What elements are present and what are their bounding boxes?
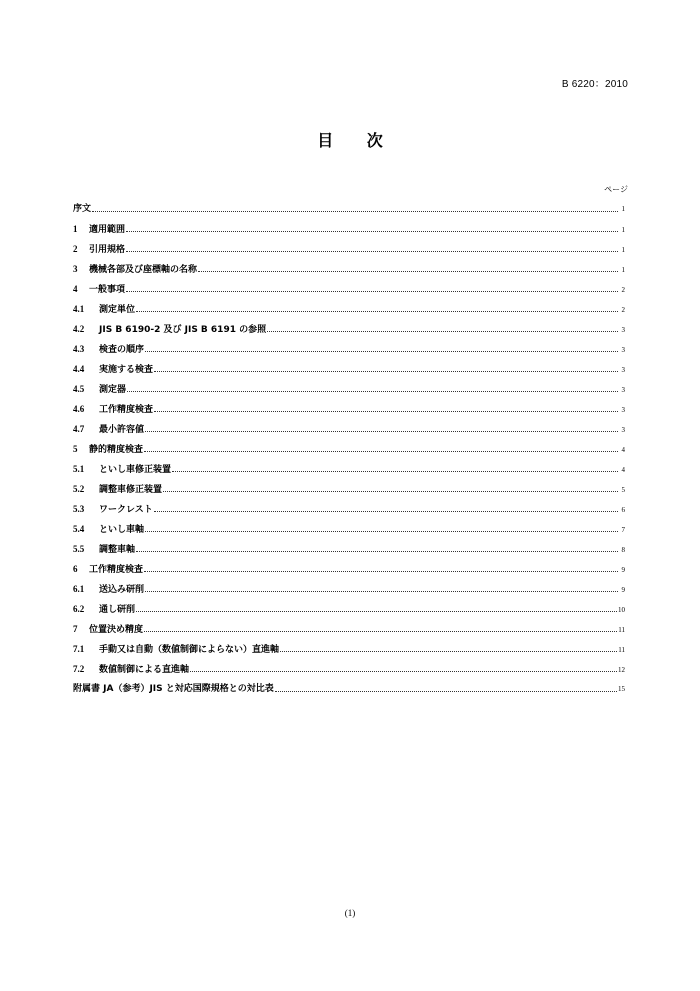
toc-entry-number: 7.2 [73,664,85,674]
toc-dot-leader [126,251,618,252]
toc-entry-number: 4.7 [73,424,85,434]
toc-entry-page: 3 [621,326,625,334]
toc-entry-number: 5.1 [73,464,85,474]
toc-entry-title: 位置決め精度 [89,625,144,635]
toc-entry-title: 手動又は自動（数値制御によらない）直進軸 [99,645,280,655]
toc-entry-number: 4.6 [73,404,85,414]
toc-entry[interactable] [73,499,625,519]
toc-entry[interactable] [73,459,625,479]
toc-entry-number: 5.3 [73,504,85,514]
toc-entry-title: 測定器 [99,385,127,395]
toc-entry-page: 11 [618,646,625,654]
toc-entry-number: 3 [73,264,78,274]
toc-dot-leader [198,271,618,272]
toc-entry-title: といし車軸 [99,525,145,535]
toc-entry-number: 4 [73,284,78,294]
toc-entry-title: JIS B 6190-2 及び JIS B 6191 の参照 [99,325,267,335]
toc-entry-page: 3 [621,426,625,434]
toc-dot-leader [267,331,618,332]
toc-dot-leader [154,411,618,412]
toc-entry-title: 適用範囲 [89,225,126,235]
toc-entry-number: 2 [73,244,78,254]
toc-entry-page: 12 [618,666,625,674]
toc-dot-leader [136,311,618,312]
toc-dot-leader [144,451,618,452]
toc-entry-number: 6.2 [73,604,85,614]
toc-entry[interactable] [73,359,625,379]
toc-entry-title: 最小許容値 [99,425,145,435]
toc-dot-leader [275,691,617,692]
toc-entry-page: 3 [621,386,625,394]
toc-entry-page: 9 [621,586,625,594]
standard-number: B 6220：2010 [561,79,628,90]
toc-entry-number: 5.2 [73,484,85,494]
toc-entry-page: 4 [621,446,625,454]
toc-dot-leader [144,631,617,632]
toc-dot-leader [92,211,618,212]
toc-entry[interactable] [73,639,625,659]
toc-entry[interactable] [73,659,625,679]
toc-entry[interactable] [73,539,625,559]
toc-entry-title: といし車修正装置 [99,465,172,475]
toc-entry-number: 5.5 [73,544,85,554]
toc-dot-leader [127,391,618,392]
toc-entry[interactable] [73,199,625,219]
toc-entry-number: 7.1 [73,644,85,654]
toc-dot-leader [144,571,618,572]
toc-entry-page: 2 [621,286,625,294]
page-title: 目 次 [317,131,397,150]
toc-dot-leader [126,291,618,292]
toc-entry-number: 1 [73,224,78,234]
toc-dot-leader [163,491,618,492]
toc-entry-page: 1 [621,246,625,254]
toc-dot-leader [145,591,618,592]
toc-dot-leader [280,651,617,652]
toc-entry-number: 6 [73,564,78,574]
toc-entry[interactable] [73,279,625,299]
page-column-label: ページ [604,185,628,194]
toc-entry-title: 調整車軸 [99,545,136,555]
toc-entry-title: 測定単位 [99,305,136,315]
toc-entry[interactable] [73,339,625,359]
toc-entry[interactable] [73,399,625,419]
toc-entry-title: 通し研削 [99,605,136,615]
toc-entry-page: 3 [621,406,625,414]
toc-entry-page: 10 [618,606,625,614]
toc-entry[interactable] [73,259,625,279]
toc-entry[interactable] [73,379,625,399]
toc-entry-number: 5 [73,444,78,454]
toc-entry-page: 8 [621,546,625,554]
toc-dot-leader [172,471,618,472]
toc-dot-leader [126,231,618,232]
toc-entry-number: 4.2 [73,324,85,334]
toc-entry-title: 機械各部及び座標軸の名称 [89,265,198,275]
toc-entry-page: 11 [618,626,625,634]
table-of-contents [73,199,625,699]
toc-dot-leader [145,351,618,352]
toc-entry-title: 工作精度検査 [89,565,144,575]
toc-dot-leader [190,671,617,672]
toc-entry-page: 1 [621,226,625,234]
toc-entry-title: ワークレスト [99,505,153,515]
toc-entry-number: 4.1 [73,304,85,314]
toc-dot-leader [136,611,617,612]
toc-entry-page: 7 [621,526,625,534]
toc-entry[interactable] [73,479,625,499]
toc-entry-title: 数値制御による直進軸 [99,665,190,675]
toc-entry-title: 静的精度検査 [89,445,144,455]
toc-entry-page: 3 [621,366,625,374]
toc-dot-leader [136,551,618,552]
toc-entry[interactable] [73,219,625,239]
toc-entry-page: 1 [621,266,625,274]
toc-entry[interactable] [73,679,625,699]
toc-entry-title: 一般事項 [89,285,126,295]
toc-entry[interactable] [73,579,625,599]
toc-dot-leader [154,371,618,372]
toc-entry[interactable] [73,559,625,579]
toc-entry[interactable] [73,439,625,459]
toc-entry-title: 実施する検査 [99,365,154,375]
toc-entry[interactable] [73,519,625,539]
toc-entry-page: 3 [621,346,625,354]
toc-entry[interactable] [73,299,625,319]
toc-entry-title: 送込み研削 [99,585,145,595]
toc-entry-title: 附属書 JA（参考）JIS と対応国際規格との対比表 [73,684,274,694]
toc-entry-title: 工作精度検査 [99,405,154,415]
toc-entry-number: 4.3 [73,344,85,354]
toc-entry-page: 2 [621,306,625,314]
toc-entry-number: 4.5 [73,384,85,394]
toc-entry[interactable] [73,619,625,639]
toc-entry-number: 4.4 [73,364,85,374]
toc-entry-title: 引用規格 [89,245,126,255]
toc-dot-leader [145,431,618,432]
toc-dot-leader [145,531,618,532]
toc-entry-page: 15 [618,685,625,693]
toc-entry[interactable] [73,239,625,259]
toc-entry-title: 検査の順序 [99,345,145,355]
toc-entry-number: 7 [73,624,78,634]
toc-entry[interactable] [73,599,625,619]
toc-entry-title: 調整車修正装置 [99,485,163,495]
footer-page-number: (1) [344,908,356,918]
toc-entry[interactable] [73,319,625,339]
toc-entry-page: 4 [621,466,625,474]
toc-entry-number: 5.4 [73,524,85,534]
toc-entry-page: 1 [621,205,625,213]
toc-entry[interactable] [73,419,625,439]
toc-dot-leader [154,511,618,512]
toc-entry-page: 9 [621,566,625,574]
toc-entry-number: 6.1 [73,584,85,594]
toc-entry-title: 序文 [73,204,92,214]
toc-entry-page: 6 [621,506,625,514]
toc-entry-page: 5 [621,486,625,494]
